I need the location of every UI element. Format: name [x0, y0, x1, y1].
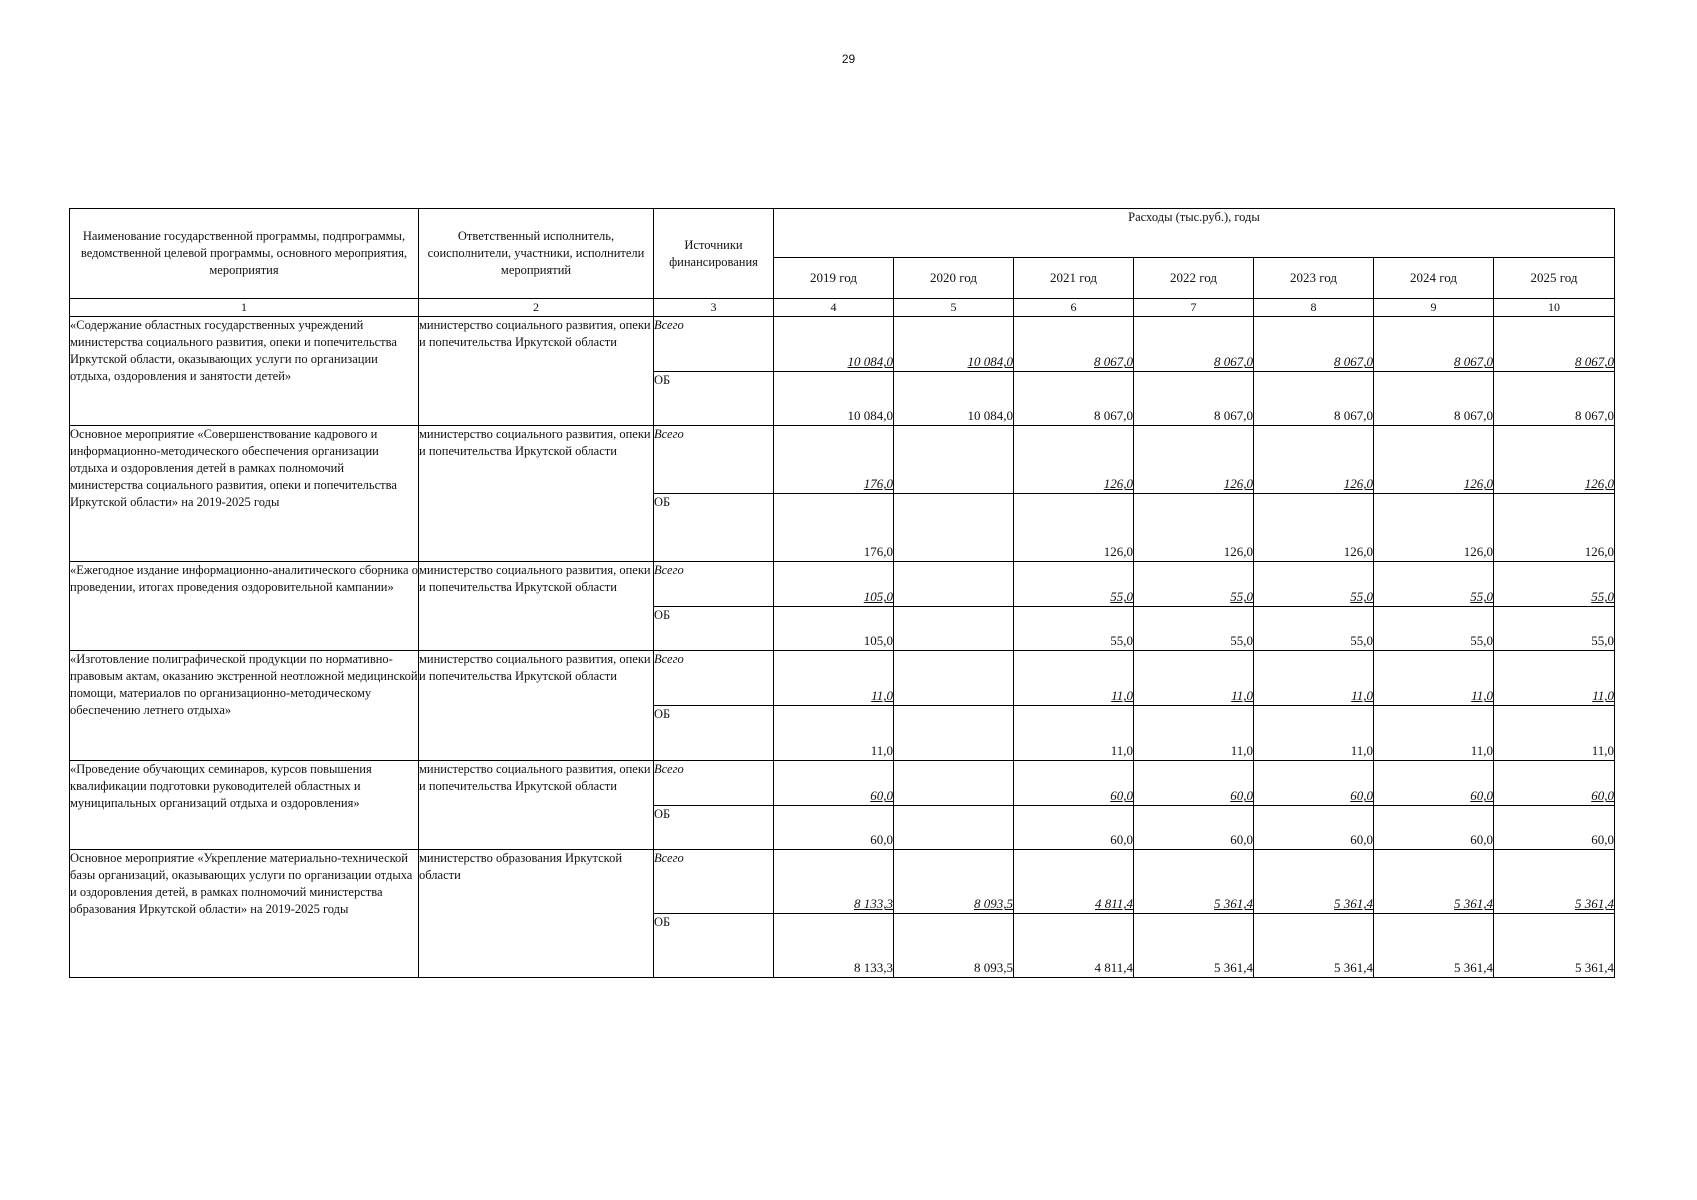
header-name: Наименование государственной программы, подпрограммы, ведомственной целевой программы, основного мероприятия, мероприятия	[70, 209, 419, 299]
total-value: 60,0	[1134, 761, 1254, 806]
header-year: 2021 год	[1014, 258, 1134, 299]
total-value: 8 067,0	[1374, 317, 1494, 372]
ob-value	[894, 607, 1014, 651]
total-value: 55,0	[1494, 562, 1615, 607]
table-row	[70, 850, 1615, 914]
ob-value: 11,0	[1014, 706, 1134, 761]
table-body	[70, 317, 1615, 978]
total-value: 5 361,4	[1134, 850, 1254, 914]
total-value: 126,0	[1494, 426, 1615, 494]
total-value: 55,0	[1254, 562, 1374, 607]
ob-value	[894, 494, 1014, 562]
page-number: 29	[841, 52, 856, 66]
column-number: 9	[1374, 299, 1494, 317]
total-value: 11,0	[1374, 651, 1494, 706]
ob-value: 8 133,3	[774, 914, 894, 978]
total-value: 60,0	[1254, 761, 1374, 806]
ob-value: 60,0	[1494, 806, 1615, 850]
ob-value: 126,0	[1014, 494, 1134, 562]
ob-value: 55,0	[1254, 607, 1374, 651]
source-ob-label: ОБ	[654, 494, 774, 562]
ob-value: 11,0	[1494, 706, 1615, 761]
header-year: 2023 год	[1254, 258, 1374, 299]
responsible-executor: министерство образования Иркутской области	[419, 850, 654, 978]
ob-value: 5 361,4	[1374, 914, 1494, 978]
responsible-executor: министерство социального развития, опеки и попечительства Иркутской области	[419, 651, 654, 761]
source-ob-label: ОБ	[654, 706, 774, 761]
total-value: 10 084,0	[894, 317, 1014, 372]
column-numbers-row	[70, 299, 1615, 317]
total-value: 8 067,0	[1134, 317, 1254, 372]
ob-value: 8 067,0	[1254, 372, 1374, 426]
total-value: 55,0	[1014, 562, 1134, 607]
header-year: 2024 год	[1374, 258, 1494, 299]
column-number: 4	[774, 299, 894, 317]
ob-value: 8 067,0	[1494, 372, 1615, 426]
ob-value: 8 067,0	[1014, 372, 1134, 426]
ob-value: 60,0	[774, 806, 894, 850]
total-value	[894, 651, 1014, 706]
total-value: 60,0	[1374, 761, 1494, 806]
header-source: Источники финансирования	[654, 209, 774, 299]
source-ob-label: ОБ	[654, 806, 774, 850]
responsible-executor: министерство социального развития, опеки и попечительства Иркутской области	[419, 426, 654, 562]
activity-name: Основное мероприятие «Совершенствование кадрового и информационно-методического обеспечения организации отдыха и оздоровления детей в рамках полномочий министерства социального развития, опеки и попечительства Иркутской области» на 2019-2025 годы	[70, 426, 419, 562]
total-value: 5 361,4	[1374, 850, 1494, 914]
header-executor: Ответственный исполнитель, соисполнители, участники, исполнители мероприятий	[419, 209, 654, 299]
ob-value: 105,0	[774, 607, 894, 651]
ob-value: 60,0	[1374, 806, 1494, 850]
total-value: 10 084,0	[774, 317, 894, 372]
total-value: 60,0	[774, 761, 894, 806]
ob-value: 60,0	[1134, 806, 1254, 850]
total-value	[894, 426, 1014, 494]
ob-value: 176,0	[774, 494, 894, 562]
ob-value: 55,0	[1014, 607, 1134, 651]
column-number: 10	[1494, 299, 1615, 317]
table-row	[70, 426, 1615, 494]
ob-value: 126,0	[1254, 494, 1374, 562]
ob-value: 11,0	[1254, 706, 1374, 761]
table-row	[70, 317, 1615, 372]
activity-name: «Проведение обучающих семинаров, курсов повышения квалификации подготовки руководителей областных и муниципальных организаций отдыха и оздоровления»	[70, 761, 419, 850]
total-value: 11,0	[774, 651, 894, 706]
total-value: 55,0	[1134, 562, 1254, 607]
total-value: 105,0	[774, 562, 894, 607]
ob-value: 55,0	[1374, 607, 1494, 651]
column-number: 1	[70, 299, 419, 317]
total-value: 176,0	[774, 426, 894, 494]
total-value: 11,0	[1494, 651, 1615, 706]
ob-value: 10 084,0	[894, 372, 1014, 426]
ob-value: 55,0	[1494, 607, 1615, 651]
total-value: 8 093,5	[894, 850, 1014, 914]
ob-value: 11,0	[1134, 706, 1254, 761]
total-value: 8 133,3	[774, 850, 894, 914]
activity-name: «Содержание областных государственных учреждений министерства социального развития, опеки и попечительства Иркутской области, оказывающих услуги по организации отдыха, оздоровления и занятости детей»	[70, 317, 419, 426]
activity-name: Основное мероприятие «Укрепление материально-технической базы организаций, оказывающих услуги по организации отдыха и оздоровления детей, в рамках полномочий министерства образования Иркутской области» на 2019-2025 годы	[70, 850, 419, 978]
ob-value: 60,0	[1254, 806, 1374, 850]
total-value: 126,0	[1134, 426, 1254, 494]
total-value	[894, 562, 1014, 607]
ob-value: 5 361,4	[1494, 914, 1615, 978]
ob-value: 11,0	[774, 706, 894, 761]
source-total-label: Всего	[654, 562, 774, 607]
total-value: 5 361,4	[1494, 850, 1615, 914]
source-total-label: Всего	[654, 850, 774, 914]
budget-table	[69, 208, 1615, 978]
ob-value: 10 084,0	[774, 372, 894, 426]
ob-value: 126,0	[1374, 494, 1494, 562]
source-ob-label: ОБ	[654, 914, 774, 978]
total-value: 11,0	[1134, 651, 1254, 706]
total-value: 4 811,4	[1014, 850, 1134, 914]
total-value: 55,0	[1374, 562, 1494, 607]
column-number: 5	[894, 299, 1014, 317]
total-value: 11,0	[1014, 651, 1134, 706]
header-year: 2025 год	[1494, 258, 1615, 299]
ob-value: 4 811,4	[1014, 914, 1134, 978]
total-value: 8 067,0	[1254, 317, 1374, 372]
ob-value: 55,0	[1134, 607, 1254, 651]
ob-value: 8 067,0	[1374, 372, 1494, 426]
table-row	[70, 651, 1615, 706]
header-year: 2022 год	[1134, 258, 1254, 299]
total-value: 126,0	[1374, 426, 1494, 494]
ob-value: 5 361,4	[1254, 914, 1374, 978]
column-number: 6	[1014, 299, 1134, 317]
source-total-label: Всего	[654, 317, 774, 372]
source-total-label: Всего	[654, 761, 774, 806]
total-value: 11,0	[1254, 651, 1374, 706]
table-row	[70, 562, 1615, 607]
ob-value: 8 093,5	[894, 914, 1014, 978]
total-value: 5 361,4	[1254, 850, 1374, 914]
ob-value: 126,0	[1134, 494, 1254, 562]
table-row	[70, 761, 1615, 806]
column-number: 7	[1134, 299, 1254, 317]
ob-value	[894, 706, 1014, 761]
ob-value	[894, 806, 1014, 850]
header-year: 2019 год	[774, 258, 894, 299]
total-value: 8 067,0	[1014, 317, 1134, 372]
total-value: 126,0	[1254, 426, 1374, 494]
ob-value: 8 067,0	[1134, 372, 1254, 426]
responsible-executor: министерство социального развития, опеки и попечительства Иркутской области	[419, 317, 654, 426]
column-number: 2	[419, 299, 654, 317]
source-total-label: Всего	[654, 426, 774, 494]
header-expenses: Расходы (тыс.руб.), годы	[774, 209, 1615, 258]
activity-name: «Ежегодное издание информационно-аналитического сборника о проведении, итогах проведения оздоровительной кампании»	[70, 562, 419, 651]
column-number: 8	[1254, 299, 1374, 317]
total-value: 60,0	[1494, 761, 1615, 806]
activity-name: «Изготовление полиграфической продукции по нормативно-правовым актам, оказанию экстренной неотложной медицинской помощи, материалов по организационно-методическому обеспечению летнего отдыха»	[70, 651, 419, 761]
source-ob-label: ОБ	[654, 607, 774, 651]
responsible-executor: министерство социального развития, опеки и попечительства Иркутской области	[419, 761, 654, 850]
ob-value: 5 361,4	[1134, 914, 1254, 978]
header-year: 2020 год	[894, 258, 1014, 299]
source-total-label: Всего	[654, 651, 774, 706]
total-value	[894, 761, 1014, 806]
responsible-executor: министерство социального развития, опеки и попечительства Иркутской области	[419, 562, 654, 651]
ob-value: 11,0	[1374, 706, 1494, 761]
ob-value: 126,0	[1494, 494, 1615, 562]
source-ob-label: ОБ	[654, 372, 774, 426]
total-value: 126,0	[1014, 426, 1134, 494]
column-number: 3	[654, 299, 774, 317]
total-value: 8 067,0	[1494, 317, 1615, 372]
ob-value: 60,0	[1014, 806, 1134, 850]
total-value: 60,0	[1014, 761, 1134, 806]
